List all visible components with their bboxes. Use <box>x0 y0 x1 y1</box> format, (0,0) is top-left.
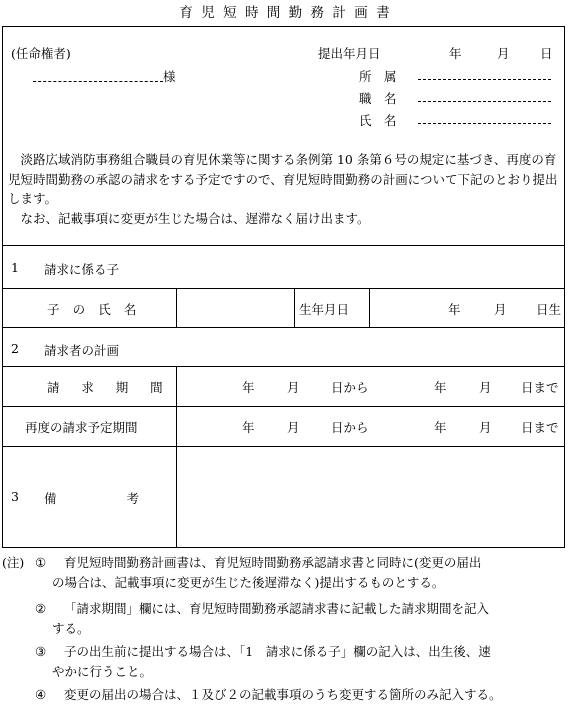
period-start-year: 年 <box>242 380 255 395</box>
period-end-month: 月 <box>479 380 492 395</box>
note-3-line1: 子の出生前に提出する場合は、「1 請求に係る子」欄の記入は、出生後、速 <box>64 644 491 659</box>
vrule-birth-label-right <box>369 288 370 327</box>
section2-heading: 請求者の計画 <box>44 343 120 358</box>
section2-number: 2 <box>11 341 19 356</box>
birth-month: 月 <box>494 302 507 317</box>
submit-date-label: 提出年月日 <box>318 46 381 61</box>
affiliation-label: 所 属 <box>359 69 397 84</box>
affiliation-field[interactable] <box>418 71 551 80</box>
name-field[interactable] <box>418 115 551 124</box>
rule-period-row-top <box>3 366 564 367</box>
note-1-line2: の場合は、記載事項に変更が生じた後遅滞なく)提出するものとする。 <box>52 575 445 590</box>
period-label: 請求期間 <box>47 380 185 395</box>
repeat-start-year: 年 <box>242 420 255 435</box>
notes-prefix: (注) <box>2 555 25 570</box>
repeat-end-day: 日まで <box>521 420 559 435</box>
birth-date-label: 生年月日 <box>299 302 350 317</box>
note-3-mark: ③ <box>35 644 47 659</box>
repeat-period-label: 再度の請求予定期間 <box>25 420 138 435</box>
section3-number: 3 <box>11 489 19 504</box>
child-name-input[interactable] <box>178 289 293 326</box>
birth-year: 年 <box>448 302 461 317</box>
vrule-birth-label-left <box>294 288 295 327</box>
note-1-line1: 育児短時間勤務計画書は、育児短時間勤務承認請求書と同時に(変更の届出 <box>64 555 482 570</box>
vrule-child-name <box>176 288 177 327</box>
note-2-mark: ② <box>35 601 47 616</box>
section1-number: 1 <box>11 260 19 275</box>
repeat-start-month: 月 <box>287 420 300 435</box>
remarks-input[interactable] <box>178 447 563 546</box>
period-end-year: 年 <box>434 380 447 395</box>
rule-section1-top <box>3 245 564 246</box>
note-3-line2: やかに行うこと。 <box>52 664 153 679</box>
rule-repeat-row-top <box>3 406 564 407</box>
note-4-line1: 変更の届出の場合は、１及び２の記載事項のうち変更する箇所のみ記入する。 <box>64 687 502 702</box>
period-start-month: 月 <box>287 380 300 395</box>
page-title: 育児短時間勤務計画書 <box>179 5 399 21</box>
submit-day: 日 <box>540 46 553 61</box>
note-2-line1: 「請求期間」欄には、育児短時間勤務承認請求書に記載した請求期間を記入 <box>64 601 490 616</box>
period-end-day: 日まで <box>521 380 559 395</box>
rule-section2-top <box>3 327 564 328</box>
note-1-mark: ① <box>35 555 47 570</box>
repeat-end-month: 月 <box>479 420 492 435</box>
submit-month: 月 <box>497 46 510 61</box>
name-label: 氏 名 <box>359 113 397 128</box>
birth-day: 日生 <box>536 302 562 317</box>
submit-year: 年 <box>449 46 462 61</box>
note-2-line2: する。 <box>52 621 90 636</box>
period-start-day: 日から <box>331 380 369 395</box>
appointer-name-line <box>33 73 163 82</box>
body-paragraph-2: なお、記載事項に変更が生じた場合は、遅滞なく届け出ます。 <box>20 211 370 226</box>
appointer-name-field[interactable] <box>33 67 176 85</box>
position-field[interactable] <box>418 93 551 102</box>
remarks-label: 備考 <box>44 491 210 506</box>
child-name-label: 子の氏名 <box>47 302 150 317</box>
section1-heading: 請求に係る子 <box>44 262 120 277</box>
repeat-start-day: 日から <box>331 420 369 435</box>
honorific: 様 <box>163 69 176 84</box>
position-label: 職 名 <box>359 91 397 106</box>
appointer-label: (任命権者) <box>11 46 71 61</box>
form-frame <box>2 26 565 548</box>
repeat-end-year: 年 <box>434 420 447 435</box>
body-paragraph-1: 淡路広域消防事務組合職員の育児休業等に関する条例第 10 条第６号の規定に基づき、再度の育児短時間勤務の承認の請求をする予定ですので、育児短時間勤務の計画について下記のとおり提出します。 <box>8 152 558 206</box>
note-4-mark: ④ <box>35 687 47 702</box>
